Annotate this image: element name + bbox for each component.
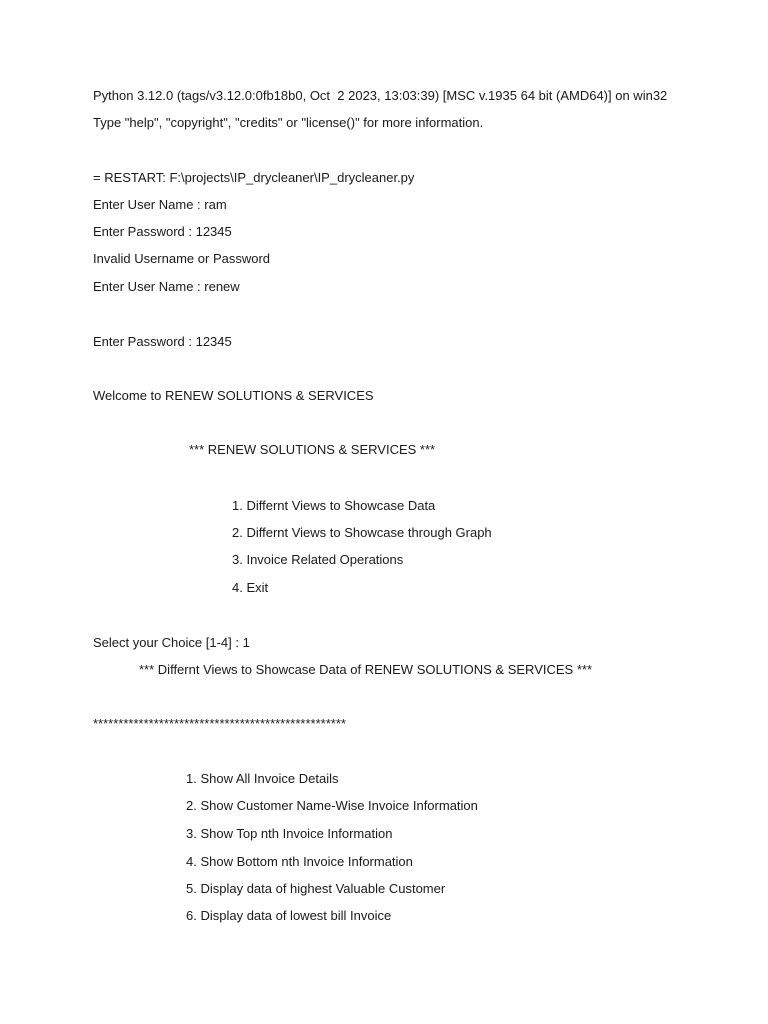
main-menu-item: 3. Invoice Related Operations <box>232 552 404 567</box>
sub-menu-item: 1. Show All Invoice Details <box>186 771 339 786</box>
welcome-message: Welcome to RENEW SOLUTIONS & SERVICES <box>93 388 374 403</box>
password-prompt-1: Enter Password : 12345 <box>93 224 232 239</box>
help-info-line: Type "help", "copyright", "credits" or "license()" for more information. <box>93 115 484 130</box>
username-prompt-2: Enter User Name : renew <box>93 279 240 294</box>
sub-menu-item: 5. Display data of highest Valuable Customer <box>186 881 446 896</box>
sub-menu-item: 4. Show Bottom nth Invoice Information <box>186 854 413 869</box>
username-prompt-1: Enter User Name : ram <box>93 197 227 212</box>
main-menu-title: *** RENEW SOLUTIONS & SERVICES *** <box>189 442 436 457</box>
sub-menu-item: 2. Show Customer Name-Wise Invoice Information <box>186 798 478 813</box>
main-menu-item: 2. Differnt Views to Showcase through Graph <box>232 525 492 540</box>
python-version-line: Python 3.12.0 (tags/v3.12.0:0fb18b0, Oct 2 2023, 13:03:39) [MSC v.1935 64 bit (AMD64)] on win32 <box>93 88 668 103</box>
choice-prompt: Select your Choice [1-4] : 1 <box>93 635 250 650</box>
sub-menu-item: 3. Show Top nth Invoice Information <box>186 826 393 841</box>
main-menu-item: 1. Differnt Views to Showcase Data <box>232 498 436 513</box>
login-error-message: Invalid Username or Password <box>93 251 271 266</box>
sub-menu-item: 6. Display data of lowest bill Invoice <box>186 908 392 923</box>
restart-line: = RESTART: F:\projects\IP_drycleaner\IP_drycleaner.py <box>93 170 415 185</box>
password-prompt-2: Enter Password : 12345 <box>93 334 232 349</box>
main-menu-item: 4. Exit <box>232 580 269 595</box>
sub-menu-title: *** Differnt Views to Showcase Data of RENEW SOLUTIONS & SERVICES *** <box>139 662 593 677</box>
separator-line: ************************************************** <box>93 716 346 731</box>
